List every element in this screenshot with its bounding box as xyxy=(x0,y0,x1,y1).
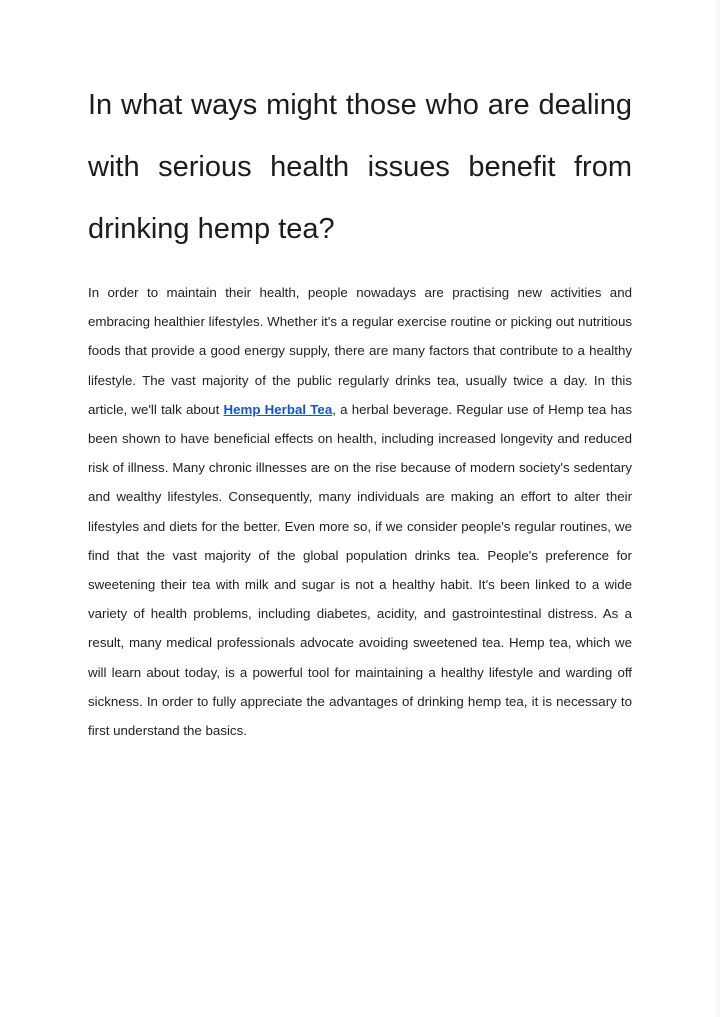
hemp-herbal-tea-link[interactable]: Hemp Herbal Tea xyxy=(223,401,333,417)
document-title: In what ways might those who are dealing with serious health issues benefit from drinking hemp tea? xyxy=(88,89,632,245)
paragraph-text-before-link: In order to maintain their health, people nowadays are practising new activities and embracing healthier lifestyles. Whether it's a regular exercise routine or picking out nutritious foods that provide a good energy supply, there are many factors that contribute to a healthy lifestyle. The vast majority of the public regularly drinks tea, usually twice a day. In this article, we'll talk about xyxy=(88,285,632,417)
body-paragraph xyxy=(88,278,632,745)
page-edge-shadow xyxy=(714,0,720,1017)
paragraph-text-after-link: , a herbal beverage. Regular use of Hemp tea has been shown to have beneficial effects on health, including increased longevity and reduced risk of illness. Many chronic illnesses are on the rise because of modern society's sedentary and wealthy lifestyles. Consequently, many individuals are making an effort to alter their lifestyles and diets for the better. Even more so, if we consider people's regular routines, we find that the vast majority of the global population drinks tea. People's preference for sweetening their tea with milk and sugar is not a healthy habit. It's been linked to a wide variety of health problems, including diabetes, acidity, and gastrointestinal distress. As a result, many medical professionals advocate avoiding sweetened tea. Hemp tea, which we will learn about today, is a powerful tool for maintaining a healthy lifestyle and warding off sickness. In order to fully appreciate the advantages of drinking hemp tea, it is necessary to first understand the basics. xyxy=(88,401,632,739)
